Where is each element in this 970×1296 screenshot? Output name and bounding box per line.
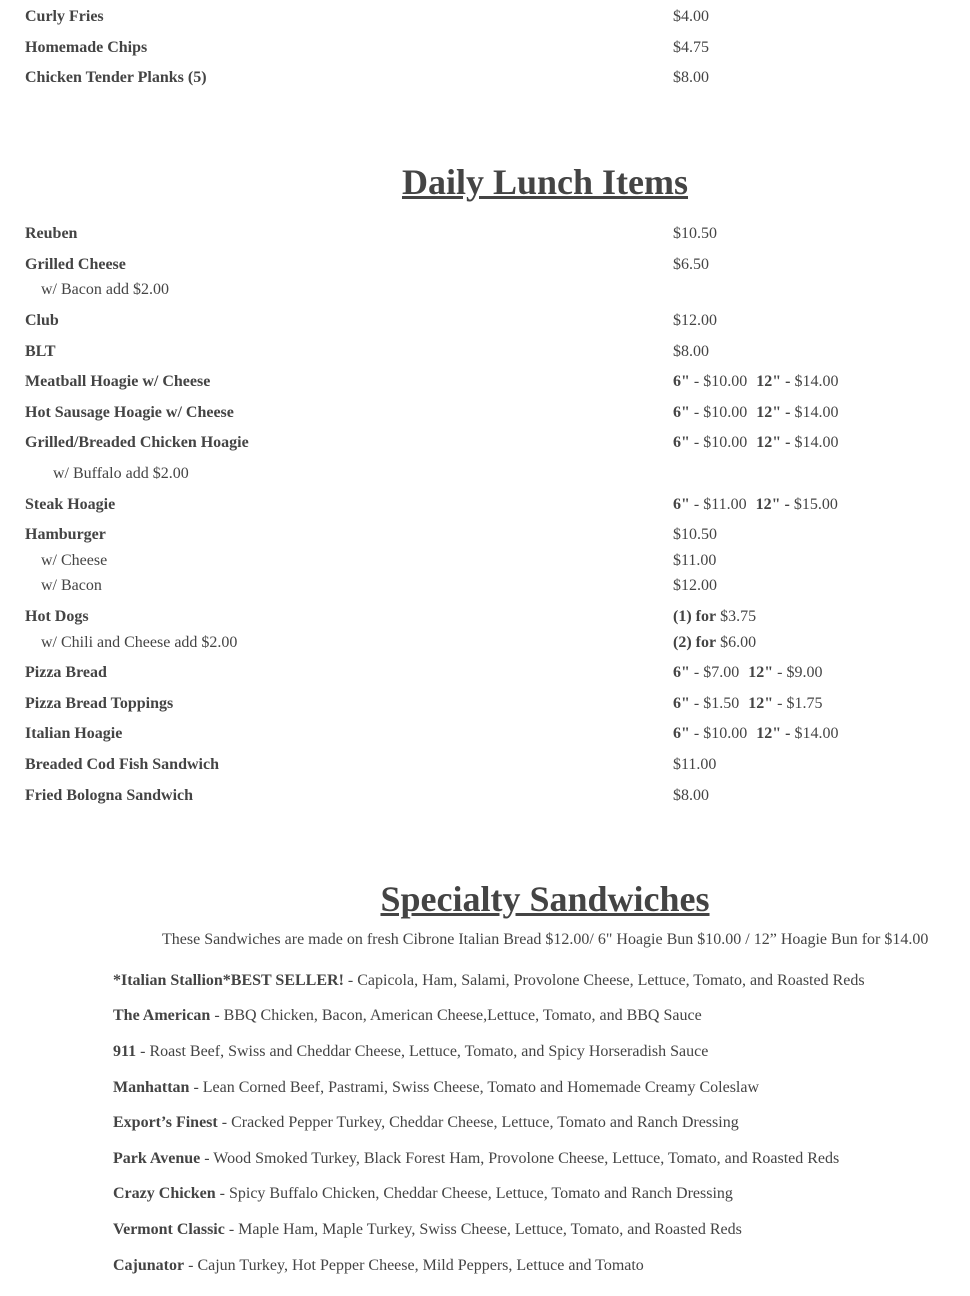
specialty-desc: - Cajun Turkey, Hot Pepper Cheese, Mild Peppers, Lettuce and Tomato: [184, 1257, 644, 1274]
size-label: 12" -: [756, 373, 791, 390]
menu-row-cod-sandwich: [25, 755, 945, 775]
size-price: - $11.00: [689, 496, 747, 513]
item-price: [673, 495, 838, 515]
menu-row-pizza-toppings: [25, 694, 945, 714]
menu-row-pizza-bread: [25, 663, 945, 683]
menu-row-club: [25, 311, 945, 331]
size-price: - $10.00: [689, 434, 748, 451]
specialty-name: Export’s Finest: [113, 1114, 218, 1131]
item-price: [673, 607, 756, 627]
specialty-item: [113, 1078, 759, 1098]
size-label: 12" -: [756, 434, 791, 451]
item-name: Grilled Cheese: [25, 256, 126, 273]
item-note: w/ Bacon add $2.00: [41, 281, 169, 298]
item-price: [673, 433, 838, 453]
item-name: Breaded Cod Fish Sandwich: [25, 756, 219, 773]
size-price: $15.00: [789, 496, 838, 513]
specialty-item: [113, 1149, 839, 1169]
menu-row-curly-fries: [25, 7, 945, 27]
specialty-desc: - BBQ Chicken, Bacon, American Cheese,Lettuce, Tomato, and BBQ Sauce: [210, 1007, 702, 1024]
size-price: $14.00: [790, 404, 839, 421]
item-price: $8.00: [673, 69, 709, 86]
size-label: 6": [673, 373, 690, 390]
item-price: [673, 403, 838, 423]
specialty-desc: - Capicola, Ham, Salami, Provolone Cheese, Lettuce, Tomato, and Roasted Reds: [343, 972, 865, 989]
size-label: 6": [673, 695, 690, 712]
menu-row-meatball-hoagie: [25, 372, 945, 392]
item-name: Fried Bologna Sandwich: [25, 787, 194, 804]
item-price: $6.50: [673, 256, 709, 273]
item-price: $10.50: [673, 526, 717, 543]
menu-row-reuben: [25, 224, 945, 244]
specialty-name: Vermont Classic: [113, 1221, 225, 1238]
item-name: BLT: [25, 343, 56, 360]
menu-row-homemade-chips: [25, 38, 945, 58]
menu-row-bologna-sandwich: [25, 786, 945, 806]
size-price: - $10.00: [689, 404, 748, 421]
menu-row-chicken-hoagie: [25, 433, 945, 453]
specialty-item: [113, 1256, 644, 1276]
item-name: Homemade Chips: [25, 39, 148, 56]
specialty-desc: - Roast Beef, Swiss and Cheddar Cheese, Lettuce, Tomato, and Spicy Horseradish Sauce: [136, 1043, 709, 1060]
menu-row-hot-dogs: [25, 607, 945, 627]
item-price: $12.00: [673, 577, 717, 594]
qty-price: $6.00: [716, 634, 757, 651]
specialty-desc: - Spicy Buffalo Chicken, Cheddar Cheese, Lettuce, Tomato and Ranch Dressing: [215, 1185, 733, 1202]
size-label: 6": [673, 725, 690, 742]
size-label: 6": [673, 496, 690, 513]
menu-row-chicken-tenders: [25, 68, 945, 88]
item-name: Pizza Bread Toppings: [25, 695, 174, 712]
size-label: 12" -: [756, 725, 791, 742]
menu-row-hamburger-bacon: [25, 576, 945, 596]
item-price: $8.00: [673, 787, 709, 804]
item-name: Curly Fries: [25, 8, 104, 25]
size-label: 12" -: [756, 404, 791, 421]
item-name: Steak Hoagie: [25, 496, 116, 513]
size-price: - $1.75: [773, 695, 823, 712]
item-name: Hot Dogs: [25, 608, 89, 625]
menu-row-hot-dogs-note: [25, 633, 945, 653]
item-price: $11.00: [673, 552, 717, 569]
menu-row-chicken-hoagie-note: [25, 464, 945, 484]
size-label: 6": [673, 404, 690, 421]
item-price: $4.75: [673, 39, 709, 56]
size-label: 6": [673, 664, 690, 681]
item-name: Hamburger: [25, 526, 106, 543]
menu-row-steak-hoagie: [25, 495, 945, 515]
size-price: - $10.00: [689, 725, 748, 742]
item-name: Chicken Tender Planks (5): [25, 69, 207, 86]
specialty-item: [113, 1113, 739, 1133]
item-name: Pizza Bread: [25, 664, 107, 681]
size-price: - $9.00: [773, 664, 823, 681]
menu-row-blt: [25, 342, 945, 362]
item-name: Hot Sausage Hoagie w/ Cheese: [25, 404, 234, 421]
menu-row-hamburger-cheese: [25, 551, 945, 571]
menu-row-hamburger: [25, 525, 945, 545]
item-note: w/ Bacon: [41, 577, 102, 594]
item-name: Reuben: [25, 225, 78, 242]
size-price: $14.00: [790, 373, 839, 390]
item-price: $11.00: [673, 756, 717, 773]
specialty-name: Park Avenue: [113, 1150, 201, 1167]
size-price: - $10.00: [689, 373, 748, 390]
specialty-item: [113, 1006, 702, 1026]
item-note: w/ Chili and Cheese add $2.00: [41, 634, 238, 651]
menu-row-hot-sausage-hoagie: [25, 403, 945, 423]
section-heading-specialty: Specialty Sandwiches: [380, 879, 710, 919]
item-name: Meatball Hoagie w/ Cheese: [25, 373, 211, 390]
specialty-name: *Italian Stallion*BEST SELLER!: [113, 972, 344, 989]
specialty-item: [113, 1184, 733, 1204]
specialty-desc: - Cracked Pepper Turkey, Cheddar Cheese, Lettuce, Tomato and Ranch Dressing: [217, 1114, 739, 1131]
specialty-desc: - Wood Smoked Turkey, Black Forest Ham, Provolone Cheese, Lettuce, Tomato, and Roasted Reds: [200, 1150, 840, 1167]
item-price: [673, 633, 756, 653]
item-price: $8.00: [673, 343, 709, 360]
size-price: - $1.50: [689, 695, 740, 712]
size-label: 12": [748, 695, 774, 712]
item-price: [673, 372, 838, 392]
specialty-name: Cajunator: [113, 1257, 185, 1274]
size-price: $14.00: [790, 725, 839, 742]
size-price: - $7.00: [689, 664, 740, 681]
specialty-name: 911: [113, 1043, 137, 1060]
specialty-intro: These Sandwiches are made on fresh Cibrone Italian Bread $12.00/ 6" Hoagie Bun $10.00 / 12” Hoagie Bun for $14.00: [162, 931, 929, 948]
menu-row-grilled-cheese-note: [25, 280, 945, 300]
specialty-name: The American: [113, 1007, 211, 1024]
specialty-item: [113, 971, 865, 991]
specialty-item: [113, 1042, 708, 1062]
menu-row-italian-hoagie: [25, 724, 945, 744]
item-price: $4.00: [673, 8, 709, 25]
item-name: Grilled/Breaded Chicken Hoagie: [25, 434, 249, 451]
section-heading-daily-lunch: Daily Lunch Items: [401, 162, 689, 202]
item-name: Italian Hoagie: [25, 725, 123, 742]
item-price: [673, 663, 822, 683]
item-price: [673, 694, 822, 714]
item-price: $12.00: [673, 312, 717, 329]
item-note: w/ Buffalo add $2.00: [53, 465, 189, 482]
specialty-name: Crazy Chicken: [113, 1185, 216, 1202]
item-note: w/ Cheese: [41, 552, 108, 569]
size-label: 12": [748, 664, 774, 681]
menu-row-grilled-cheese: [25, 255, 945, 275]
item-price: $10.50: [673, 225, 717, 242]
item-name: Club: [25, 312, 59, 329]
qty-price: $3.75: [716, 608, 757, 625]
size-price: $14.00: [790, 434, 839, 451]
size-label: 6": [673, 434, 690, 451]
size-label: 12" -: [755, 496, 790, 513]
specialty-desc: - Lean Corned Beef, Pastrami, Swiss Cheese, Tomato and Homemade Creamy Coleslaw: [189, 1079, 760, 1096]
specialty-desc: - Maple Ham, Maple Turkey, Swiss Cheese, Lettuce, Tomato, and Roasted Reds: [224, 1221, 742, 1238]
qty-label: (1) for: [673, 608, 717, 625]
specialty-item: [113, 1220, 742, 1240]
item-price: [673, 724, 838, 744]
qty-label: (2) for: [673, 634, 717, 651]
specialty-name: Manhattan: [113, 1079, 190, 1096]
